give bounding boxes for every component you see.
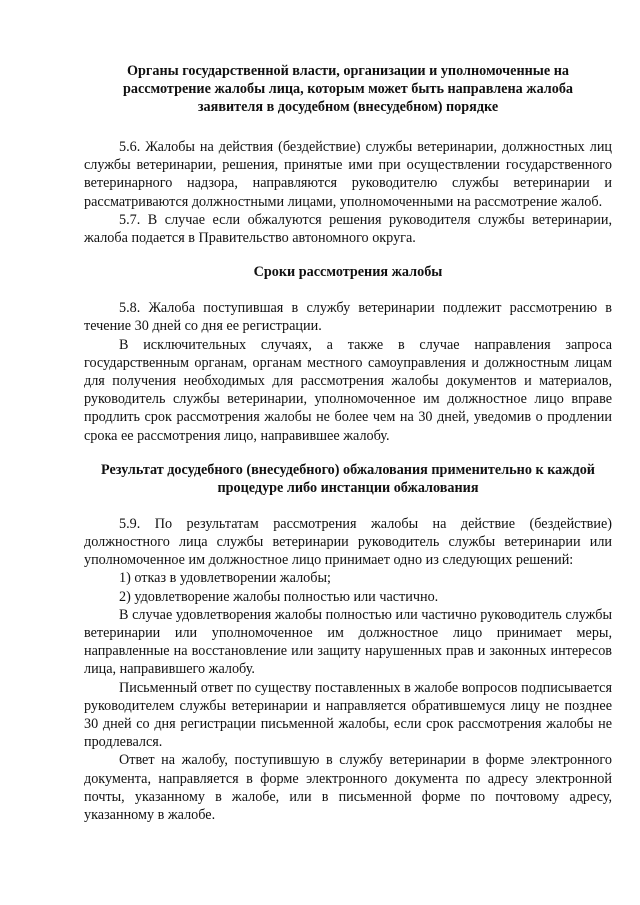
- section-heading-terms: Сроки рассмотрения жалобы: [253, 264, 443, 281]
- paragraph-satisfaction-measures: В случае удовлетворения жалобы полностью или частично руководитель службы ветеринарии или уполномоченное им должностное лицо принимает меры, направленные на восстановление или защиту нарушенных прав и законных интересов лица, направившего жалобу.: [84, 606, 612, 678]
- list-item-refusal: 1) отказ в удовлетворении жалобы;: [119, 570, 331, 587]
- paragraph-5-9: 5.9. По результатам рассмотрения жалобы на действие (бездействие) должностного лица службы ветеринарии руководитель службы ветеринарии или уполномоченное им должностное лицо принимает одно из следующих решений:: [84, 515, 612, 569]
- paragraph-5-6: 5.6. Жалобы на действия (бездействие) службы ветеринарии, должностных лиц службы ветеринарии, решения, принятые ими при осуществлении государственного ветеринарного надзора, направляются руководителю службы ветеринарии и рассматриваются должностными лицами, уполномоченными на рассмотрение жалоб.: [84, 139, 612, 210]
- paragraph-5-7: 5.7. В случае если обжалуются решения руководителя службы ветеринарии, жалоба подается в Правительство автономного округа.: [84, 211, 612, 247]
- paragraph-5-8: 5.8. Жалоба поступившая в службу ветеринарии подлежит рассмотрению в течение 30 дней со дня ее регистрации.: [84, 300, 612, 335]
- paragraph-electronic-answer: Ответ на жалобу, поступившую в службу ветеринарии в форме электронного документа, направляется в форме электронного документа по адресу электронной почты, указанному в жалобе, или в письменной форме по почтовому адресу, указанному в жалобе.: [84, 752, 612, 824]
- section-heading-result: Результат досудебного (внесудебного) обжалования применительно к каждой процедуре либо инстанции обжалования: [101, 461, 595, 496]
- paragraph-written-answer: Письменный ответ по существу поставленных в жалобе вопросов подписывается руководителем службы ветеринарии и направляется обратившемуся лицу не позднее 30 дней со дня регистрации письменной жалобы, если срок рассмотрения жалобы не продлевался.: [84, 679, 612, 751]
- paragraph-5-8-exceptions: В исключительных случаях, а также в случае направления запроса государственным органам, органам местного самоуправления и должностным лицам для получения необходимых для рассмотрения жалобы документов и материалов, руководитель службы ветеринарии, уполномоченное им должностное лицо вправе продлить срок рассмотрения жалобы не более чем на 30 дней, уведомив о продлении срока ее рассмотрения лицо, направившее жалобу.: [84, 336, 612, 444]
- section-heading-authorities: Органы государственной власти, организации и уполномоченные на рассмотрение жалобы лица, которым может быть направлена жалоба заявителя в досудебном (внесудебном) порядке: [122, 63, 574, 115]
- list-item-satisfaction: 2) удовлетворение жалобы полностью или частично.: [119, 588, 439, 605]
